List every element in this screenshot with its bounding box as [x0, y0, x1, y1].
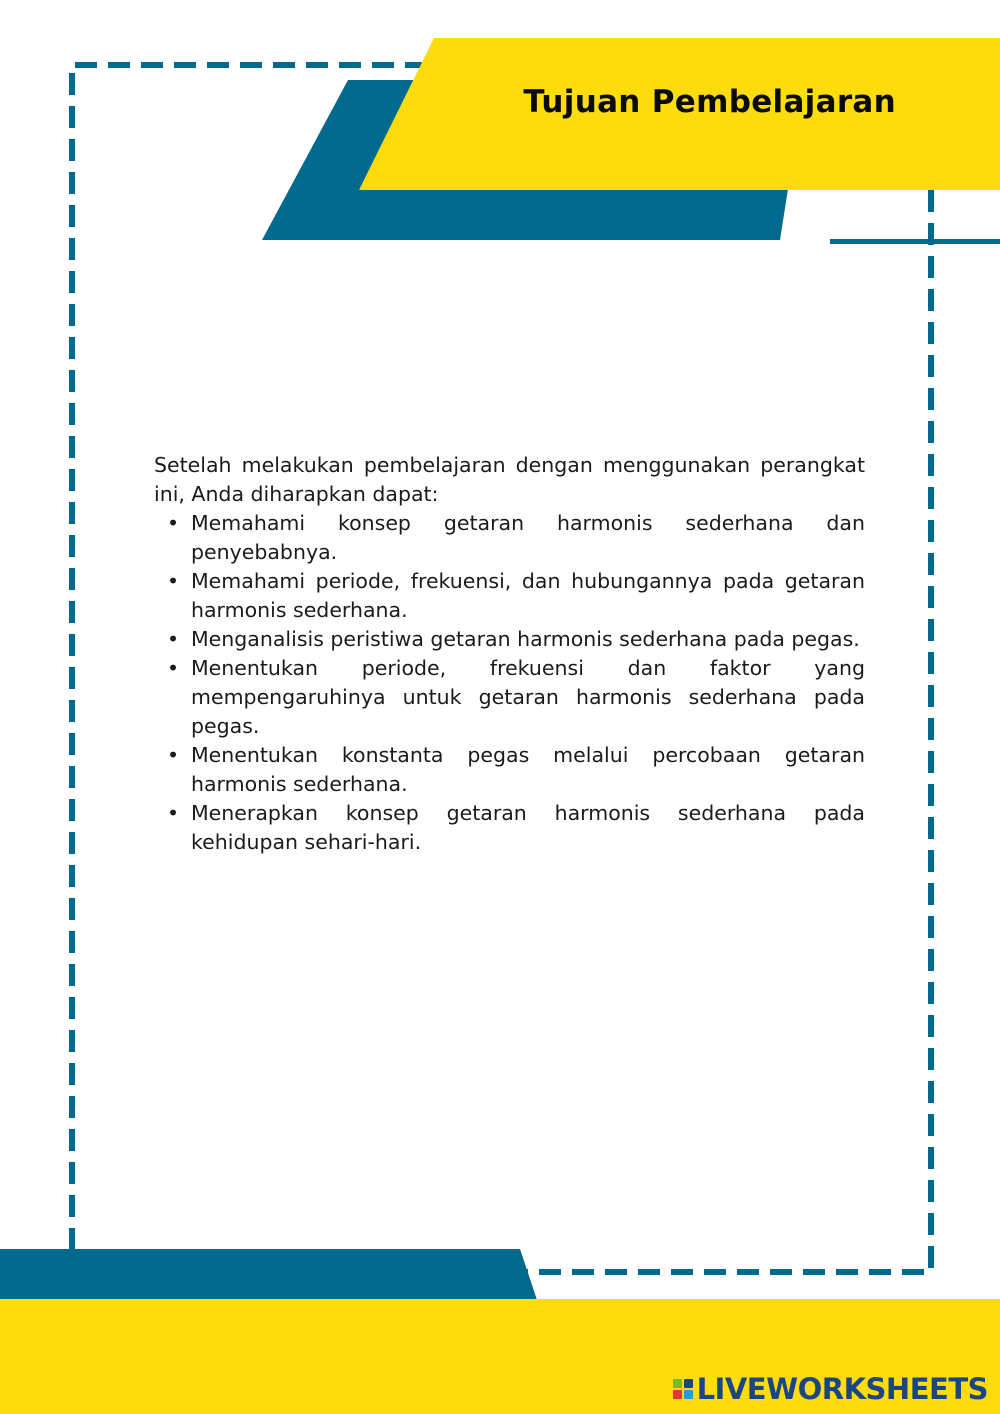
learning-objectives [154, 451, 865, 857]
bullet-icon: • [167, 801, 180, 825]
objective-text: Menerapkan konsep getaran harmonis sederhana pada kehidupan sehari-hari. [191, 801, 865, 854]
accent-line [830, 239, 1000, 244]
objective-text: Menentukan periode, frekuensi dan faktor yang mempengaruhinya untuk getaran harmonis sederhana pada pegas. [191, 656, 865, 738]
bullet-icon: • [167, 743, 180, 767]
list-item [167, 509, 865, 567]
bullet-icon: • [167, 511, 180, 535]
bullet-icon: • [167, 569, 180, 593]
brand-name: LIVEWORKSHEETS [696, 1372, 988, 1406]
page-title: Tujuan Pembelajaran [523, 84, 896, 120]
objective-text: Memahami konsep getaran harmonis sederhana dan penyebabnya. [191, 511, 865, 564]
intro-paragraph: Setelah melakukan pembelajaran dengan menggunakan perangkat ini, Anda diharapkan dapat: [154, 453, 865, 506]
objective-list [154, 509, 865, 857]
objective-text: Menganalisis peristiwa getaran harmonis sederhana pada pegas. [191, 627, 860, 651]
list-item [167, 625, 865, 654]
list-item [167, 654, 865, 741]
list-item [167, 741, 865, 799]
bullet-icon: • [167, 627, 180, 651]
bullet-icon: • [167, 656, 180, 680]
objective-text: Memahami periode, frekuensi, dan hubungannya pada getaran harmonis sederhana. [191, 569, 865, 622]
list-item [167, 799, 865, 857]
footer-teal-band [0, 1249, 537, 1300]
liveworksheets-logo-icon [673, 1379, 693, 1399]
objective-text: Menentukan konstanta pegas melalui percobaan getaran harmonis sederhana. [191, 743, 865, 796]
liveworksheets-brand[interactable] [673, 1372, 988, 1406]
list-item [167, 567, 865, 625]
